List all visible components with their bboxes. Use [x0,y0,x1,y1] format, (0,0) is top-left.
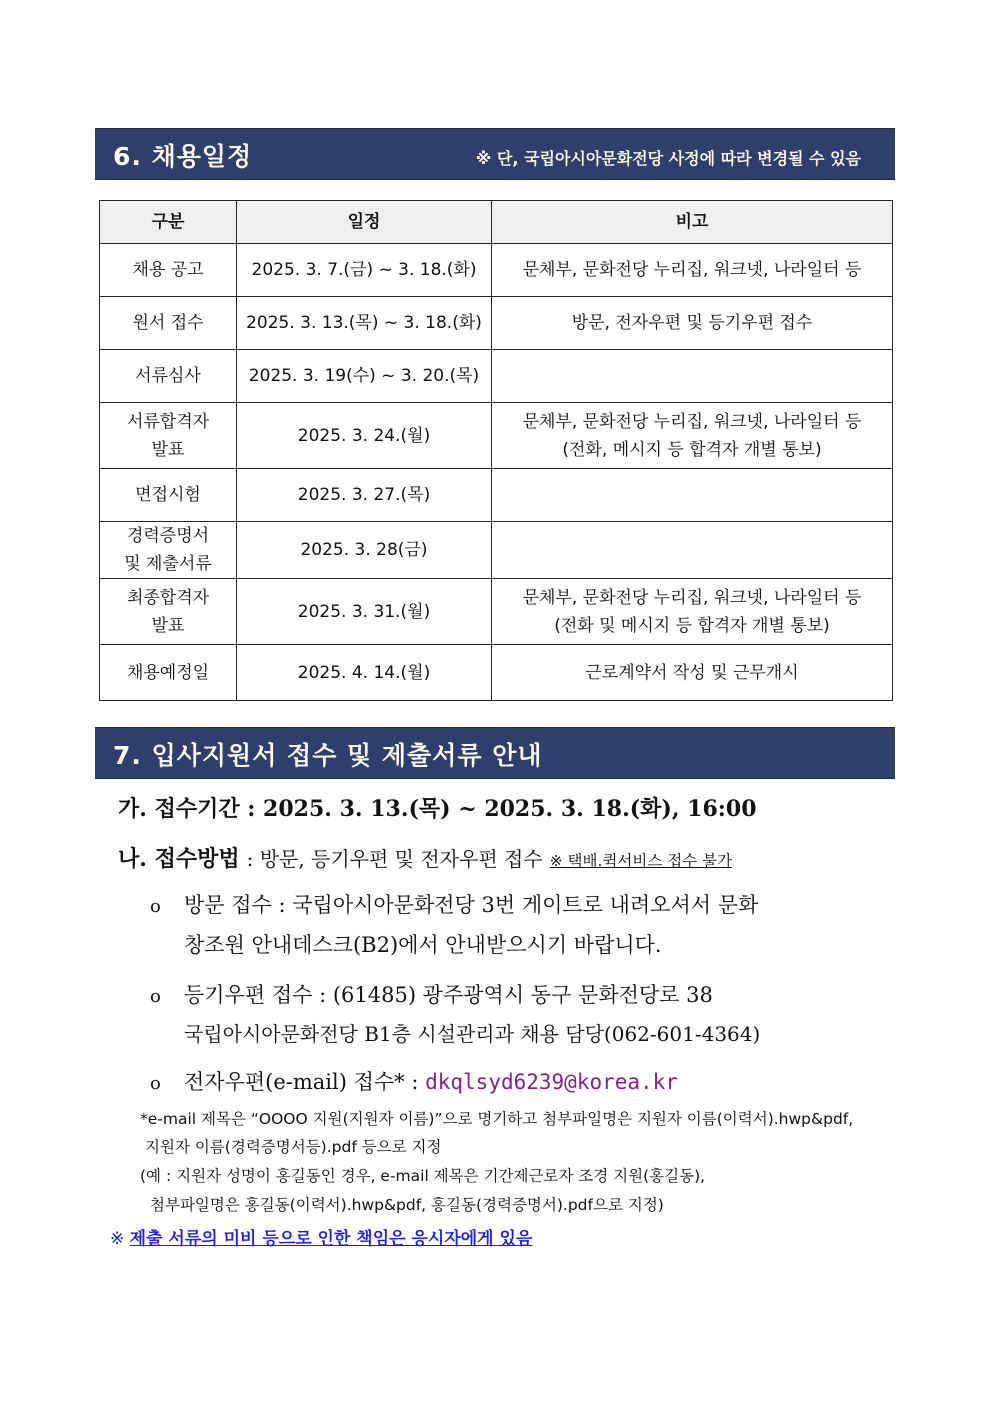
row-note [492,350,893,403]
period-value: : 2025. 3. 13.(목) ~ 2025. 3. 18.(화), 16:00 [247,796,757,822]
warning-line [110,1224,532,1249]
warning-mark: ※ [110,1229,125,1249]
footnote-line-4: 첨부파일명은 홍길동(이력서).hwp&pdf, 홍길동(경력증명서).pdf으로 지정) [150,1196,664,1214]
row-label: 경력증명서 및 제출서류 [100,522,237,579]
row-date: 2025. 3. 13.(목) ~ 3. 18.(화) [237,297,492,350]
application-method [118,842,732,873]
footnote-line-1: *e-mail 제목은 “OOOO 지원(지원자 이름)”으로 명기하고 첨부파일명은 지원자 이름(이력서).hwp&pdf, [140,1110,854,1128]
row-date: 2025. 4. 14.(월) [237,645,492,701]
row-note [492,522,893,579]
email-address-link[interactable]: dkqlsyd6239@korea.kr [425,1070,678,1094]
section-7-header [95,727,895,779]
col-header-category: 구분 [100,201,237,244]
footnote-line-2: 지원자 이름(경력증명서등).pdf 등으로 지정 [145,1138,442,1156]
table-row [100,244,893,297]
bullet-icon: o [150,1073,161,1094]
row-date: 2025. 3. 24.(월) [237,403,492,469]
row-note: 근로계약서 작성 및 근무개시 [492,645,893,701]
visit-line-1: o 방문 접수 : 국립아시아문화전당 3번 게이트로 내려오셔서 문화 [150,893,759,917]
row-label: 면접시험 [100,469,237,522]
schedule-table [99,200,893,701]
application-period [118,792,757,823]
row-label: 최종합격자 발표 [100,579,237,645]
row-date: 2025. 3. 28(금) [237,522,492,579]
section-6-title: 6. 채용일정 [113,142,253,171]
table-row [100,645,893,701]
bullet-icon: o [150,896,161,917]
section-6-header [95,128,895,180]
table-row [100,522,893,579]
row-note: 문체부, 문화전당 누리집, 워크넷, 나라일터 등 (전화 및 메시지 등 합격자 개별 통보) [492,579,893,645]
method-value: : 방문, 등기우편 및 전자우편 접수 [246,847,543,871]
method-prefix: 나. 접수방법 [118,846,240,872]
col-header-schedule: 일정 [237,201,492,244]
row-date: 2025. 3. 7.(금) ~ 3. 18.(화) [237,244,492,297]
row-date: 2025. 3. 27.(목) [237,469,492,522]
row-date: 2025. 3. 19(수) ~ 3. 20.(목) [237,350,492,403]
footnote-line-3: (예 : 지원자 성명이 홍길동인 경우, e-mail 제목은 기간제근로자 조경 지원(홍길동), [140,1167,706,1185]
table-row [100,297,893,350]
row-note [492,469,893,522]
email-line [150,1066,678,1096]
mail-line-1: o 등기우편 접수 : (61485) 광주광역시 동구 문화전당로 38 [150,983,713,1007]
warning-text: 제출 서류의 미비 등으로 인한 책임은 응시자에게 있음 [129,1229,533,1249]
section-6-note: ※ 단, 국립아시아문화전당 사정에 따라 변경될 수 있음 [475,149,861,168]
table-header-row [100,201,893,244]
row-label: 서류심사 [100,350,237,403]
row-label: 채용예정일 [100,645,237,701]
table-row [100,403,893,469]
row-note: 문체부, 문화전당 누리집, 워크넷, 나라일터 등 (전화, 메시지 등 합격자 개별 통보) [492,403,893,469]
bullet-icon: o [150,986,161,1007]
table-row [100,350,893,403]
table-row [100,469,893,522]
table-row [100,579,893,645]
row-note: 방문, 전자우편 및 등기우편 접수 [492,297,893,350]
section-7-title: 7. 입사지원서 접수 및 제출서류 안내 [113,741,543,770]
row-date: 2025. 3. 31.(월) [237,579,492,645]
col-header-remarks: 비고 [492,201,893,244]
method-note: ※ 택배.퀵서비스 접수 불가 [549,852,733,870]
mail-line-2: 국립아시아문화전당 B1층 시설관리과 채용 담당(062-601-4364) [184,1022,761,1046]
row-label: 채용 공고 [100,244,237,297]
visit-line-2: 창조원 안내데스크(B2)에서 안내받으시기 바랍니다. [184,933,662,957]
row-label: 원서 접수 [100,297,237,350]
period-prefix: 가. 접수기간 [118,796,240,822]
row-note: 문체부, 문화전당 누리집, 워크넷, 나라일터 등 [492,244,893,297]
row-label: 서류합격자 발표 [100,403,237,469]
email-label: 전자우편(e-mail) 접수* : [184,1070,419,1094]
